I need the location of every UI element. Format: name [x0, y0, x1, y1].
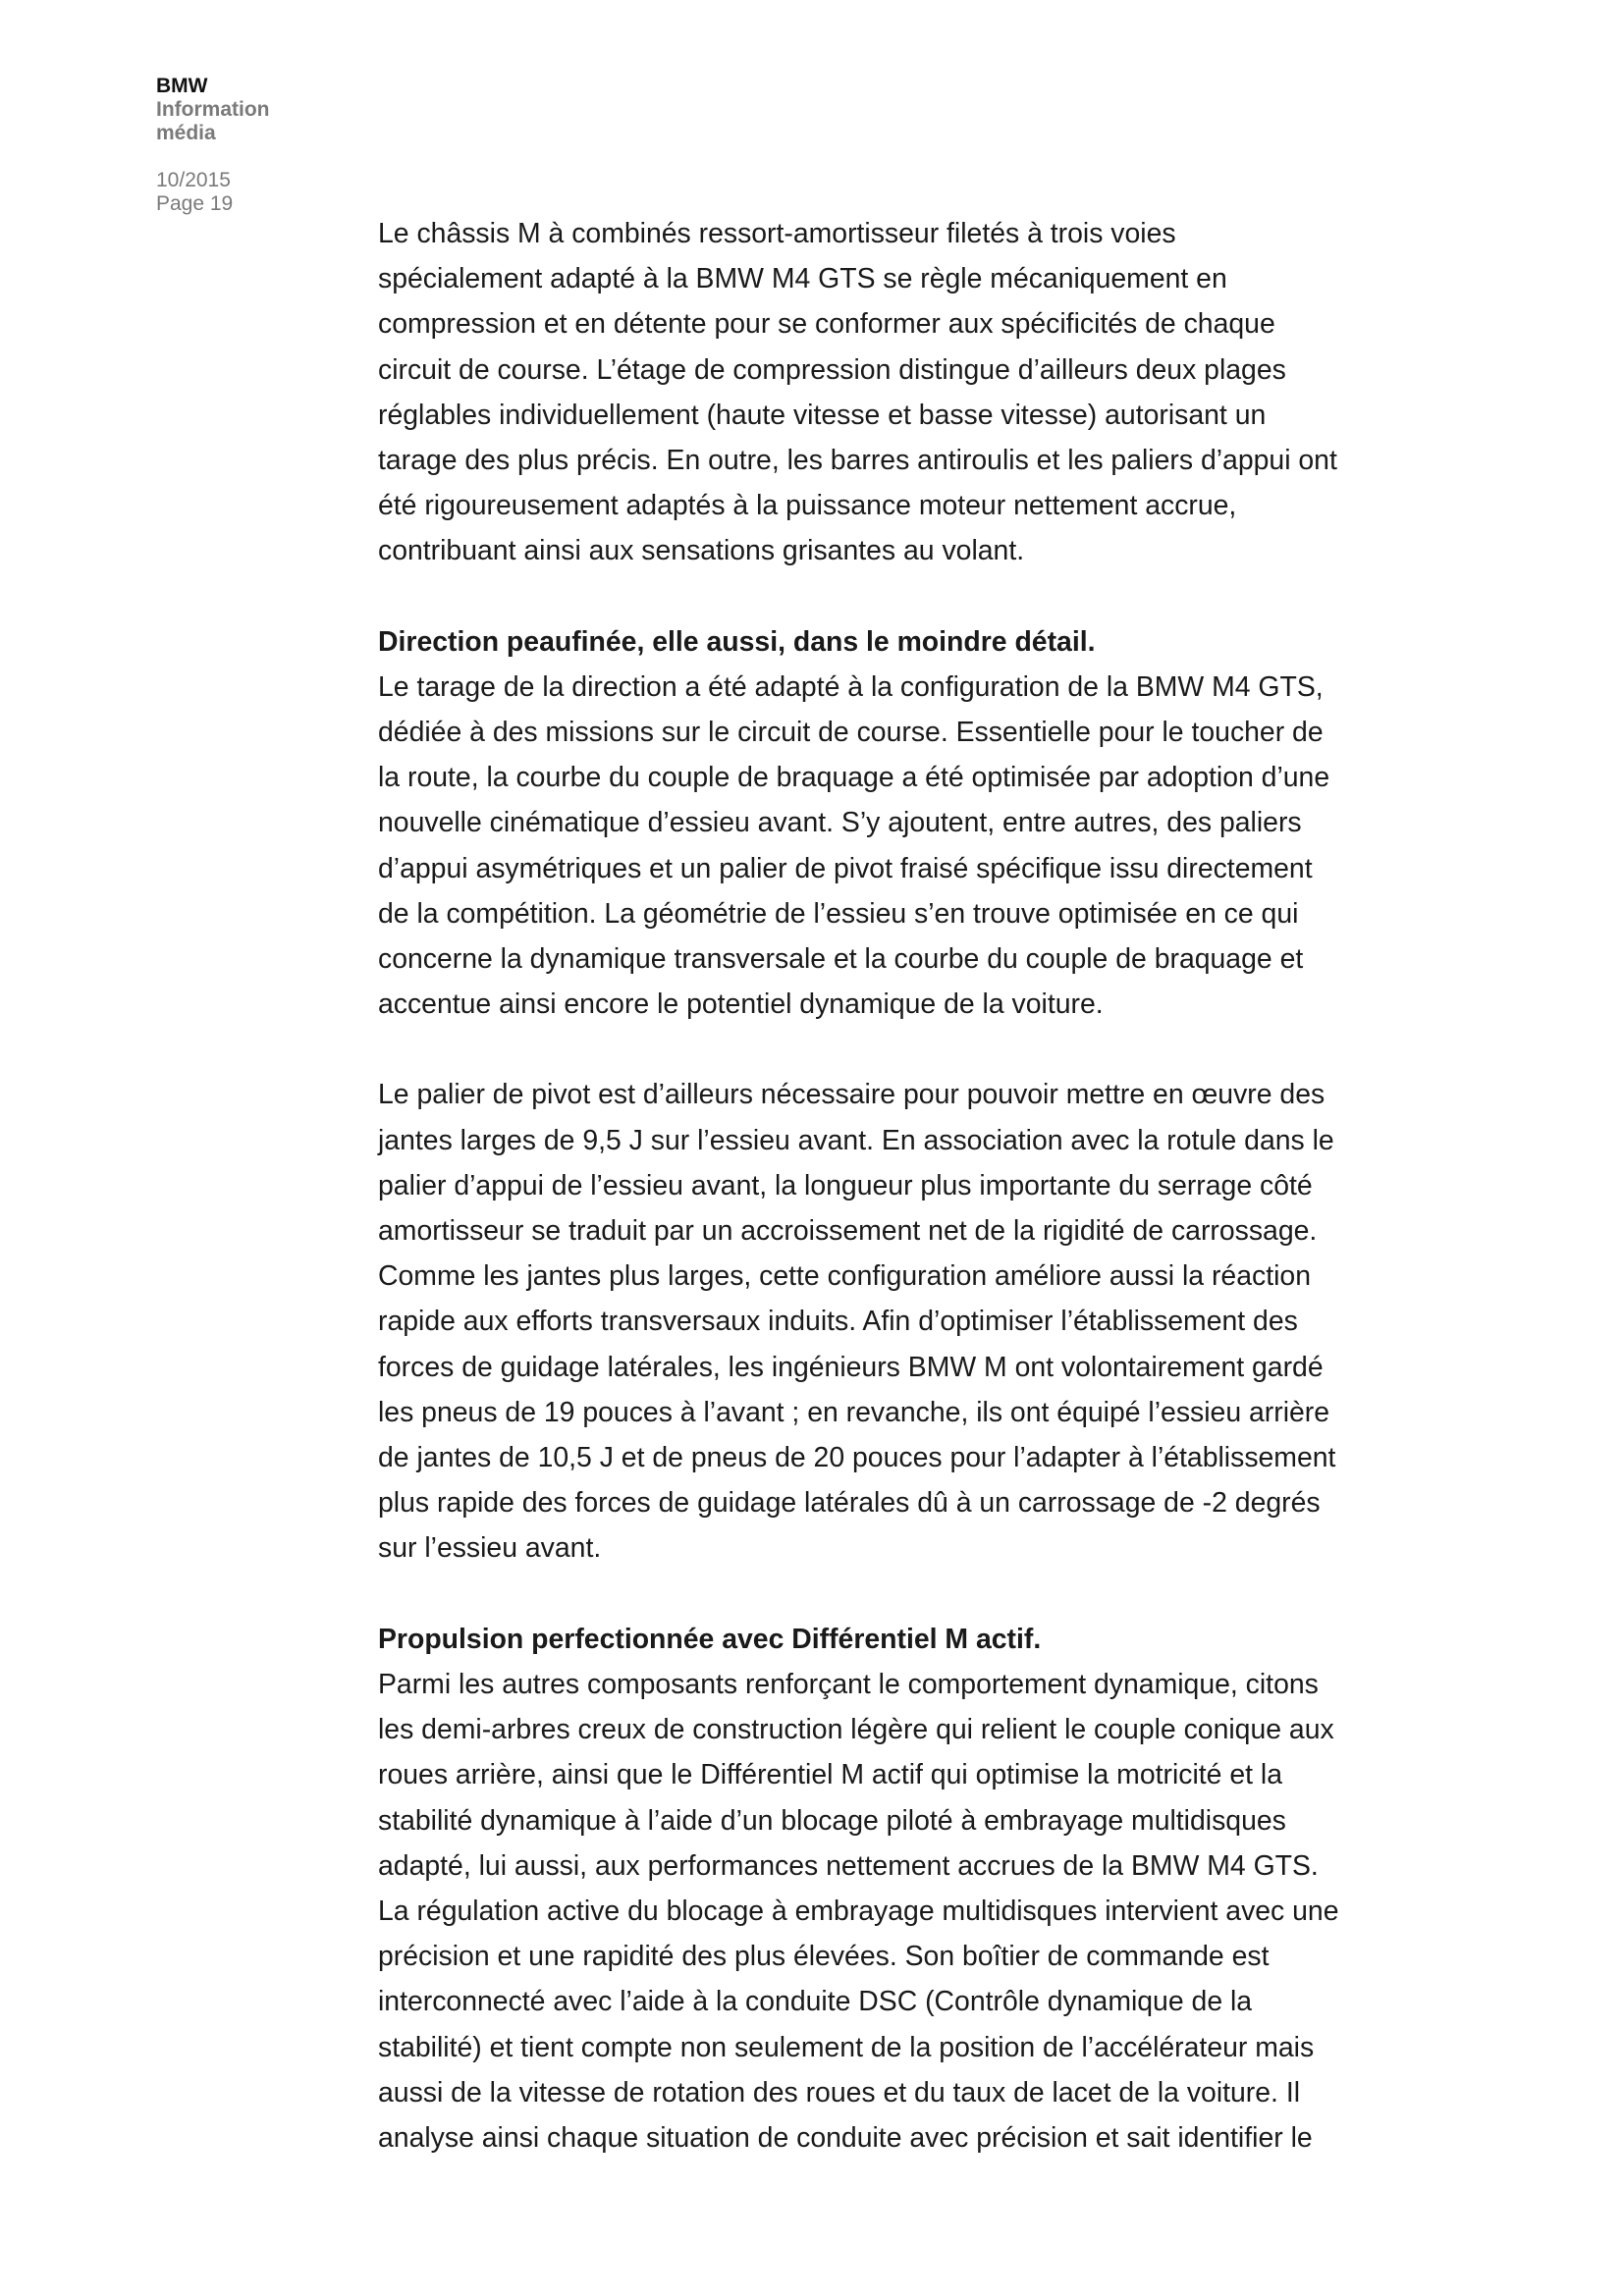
- page-number: Page 19: [156, 192, 234, 215]
- document-header: [156, 75, 352, 216]
- text-line: la route, la courbe du couple de braquage a été optimisée par adoption d’une: [378, 762, 1330, 794]
- document-date: 10/2015: [156, 169, 231, 191]
- text-line: stabilité dynamique à l’aide d’un blocage piloté à embrayage multidisques: [378, 1804, 1286, 1837]
- text-line: réglables individuellement (haute vitesse et basse vitesse) autorisant un: [378, 399, 1267, 431]
- paragraph-chassis: [378, 211, 1419, 574]
- text-line: analyse ainsi chaque situation de conduite avec précision et sait identifier le: [378, 2121, 1313, 2154]
- text-line: été rigoureusement adaptés à la puissance moteur nettement accrue,: [378, 490, 1237, 522]
- text-line: de la compétition. La géométrie de l’essieu s’en trouve optimisée en ce qui: [378, 897, 1299, 930]
- text-line: interconnecté avec l’aide à la conduite DSC (Contrôle dynamique de la: [378, 1986, 1253, 2018]
- text-line: circuit de course. L’étage de compression distingue d’ailleurs deux plages: [378, 353, 1286, 386]
- text-line: Le palier de pivot est d’ailleurs nécessaire pour pouvoir mettre en œuvre des: [378, 1079, 1325, 1111]
- text-line: d’appui asymétriques et un palier de pivot fraisé spécifique issu directement: [378, 852, 1313, 884]
- text-line: compression et en détente pour se conformer aux spécificités de chaque: [378, 308, 1275, 341]
- header-subtitle-line2: média: [156, 122, 216, 144]
- text-line: accentue ainsi encore le potentiel dynamique de la voiture.: [378, 988, 1104, 1021]
- header-subtitle-line1: Information: [156, 98, 270, 121]
- section-heading-direction: Direction peaufinée, elle aussi, dans le moindre détail.: [378, 625, 1096, 658]
- text-line: Parmi les autres composants renforçant le comportement dynamique, citons: [378, 1668, 1319, 1700]
- text-line: nouvelle cinématique d’essieu avant. S’y ajoutent, entre autres, des paliers: [378, 807, 1302, 839]
- text-line: contribuant ainsi aux sensations grisantes au volant.: [378, 535, 1025, 567]
- text-line: dédiée à des missions sur le circuit de course. Essentielle pour le toucher de: [378, 717, 1324, 749]
- paragraph-spacer: [378, 574, 1419, 619]
- text-line: roues arrière, ainsi que le Différentiel M actif qui optimise la motricité et la: [378, 1759, 1282, 1791]
- text-line: concerne la dynamique transversale et la courbe du couple de braquage et: [378, 943, 1304, 976]
- brand-name: BMW: [156, 75, 208, 97]
- text-line: palier d’appui de l’essieu avant, la longueur plus importante du serrage côté: [378, 1169, 1313, 1201]
- text-line: sur l’essieu avant.: [378, 1532, 602, 1565]
- paragraph-direction: [378, 665, 1419, 1028]
- text-line: les pneus de 19 pouces à l’avant ; en revanche, ils ont équipé l’essieu arrière: [378, 1396, 1330, 1428]
- document-body: [378, 211, 1419, 2161]
- text-line: spécialement adapté à la BMW M4 GTS se règle mécaniquement en: [378, 263, 1227, 295]
- text-line: plus rapide des forces de guidage latérales dû à un carrossage de -2 degrés: [378, 1487, 1321, 1520]
- text-line: tarage des plus précis. En outre, les barres antiroulis et les paliers d’appui ont: [378, 445, 1337, 477]
- text-line: Comme les jantes plus larges, cette configuration améliore aussi la réaction: [378, 1260, 1311, 1293]
- text-line: rapide aux efforts transversaux induits. Afin d’optimiser l’établissement des: [378, 1306, 1298, 1338]
- text-line: aussi de la vitesse de rotation des roues et du taux de lacet de la voiture. Il: [378, 2076, 1301, 2109]
- text-line: amortisseur se traduit par un accroissement net de la rigidité de carrossage.: [378, 1215, 1318, 1248]
- paragraph-spacer: [378, 1027, 1419, 1072]
- paragraph-pivot: [378, 1072, 1419, 1571]
- text-line: Le tarage de la direction a été adapté à la configuration de la BMW M4 GTS,: [378, 670, 1324, 703]
- text-line: adapté, lui aussi, aux performances nettement accrues de la BMW M4 GTS.: [378, 1849, 1319, 1882]
- text-line: précision et une rapidité des plus élevées. Son boîtier de commande est: [378, 1941, 1270, 1973]
- text-line: les demi-arbres creux de construction légère qui relient le couple conique aux: [378, 1714, 1334, 1746]
- text-line: forces de guidage latérales, les ingénieurs BMW M ont volontairement gardé: [378, 1351, 1324, 1383]
- text-line: jantes larges de 9,5 J sur l’essieu avant. En association avec la rotule dans le: [378, 1124, 1334, 1156]
- paragraph-spacer: [378, 1572, 1419, 1617]
- text-line: La régulation active du blocage à embrayage multidisques intervient avec une: [378, 1895, 1339, 1927]
- text-line: stabilité) et tient compte non seulement de la position de l’accélérateur mais: [378, 2031, 1315, 2063]
- text-line: Le châssis M à combinés ressort-amortisseur filetés à trois voies: [378, 218, 1176, 249]
- paragraph-propulsion: [378, 1662, 1419, 2161]
- section-heading-propulsion: Propulsion perfectionnée avec Différentiel M actif.: [378, 1623, 1042, 1655]
- text-line: de jantes de 10,5 J et de pneus de 20 pouces pour l’adapter à l’établissement: [378, 1442, 1336, 1474]
